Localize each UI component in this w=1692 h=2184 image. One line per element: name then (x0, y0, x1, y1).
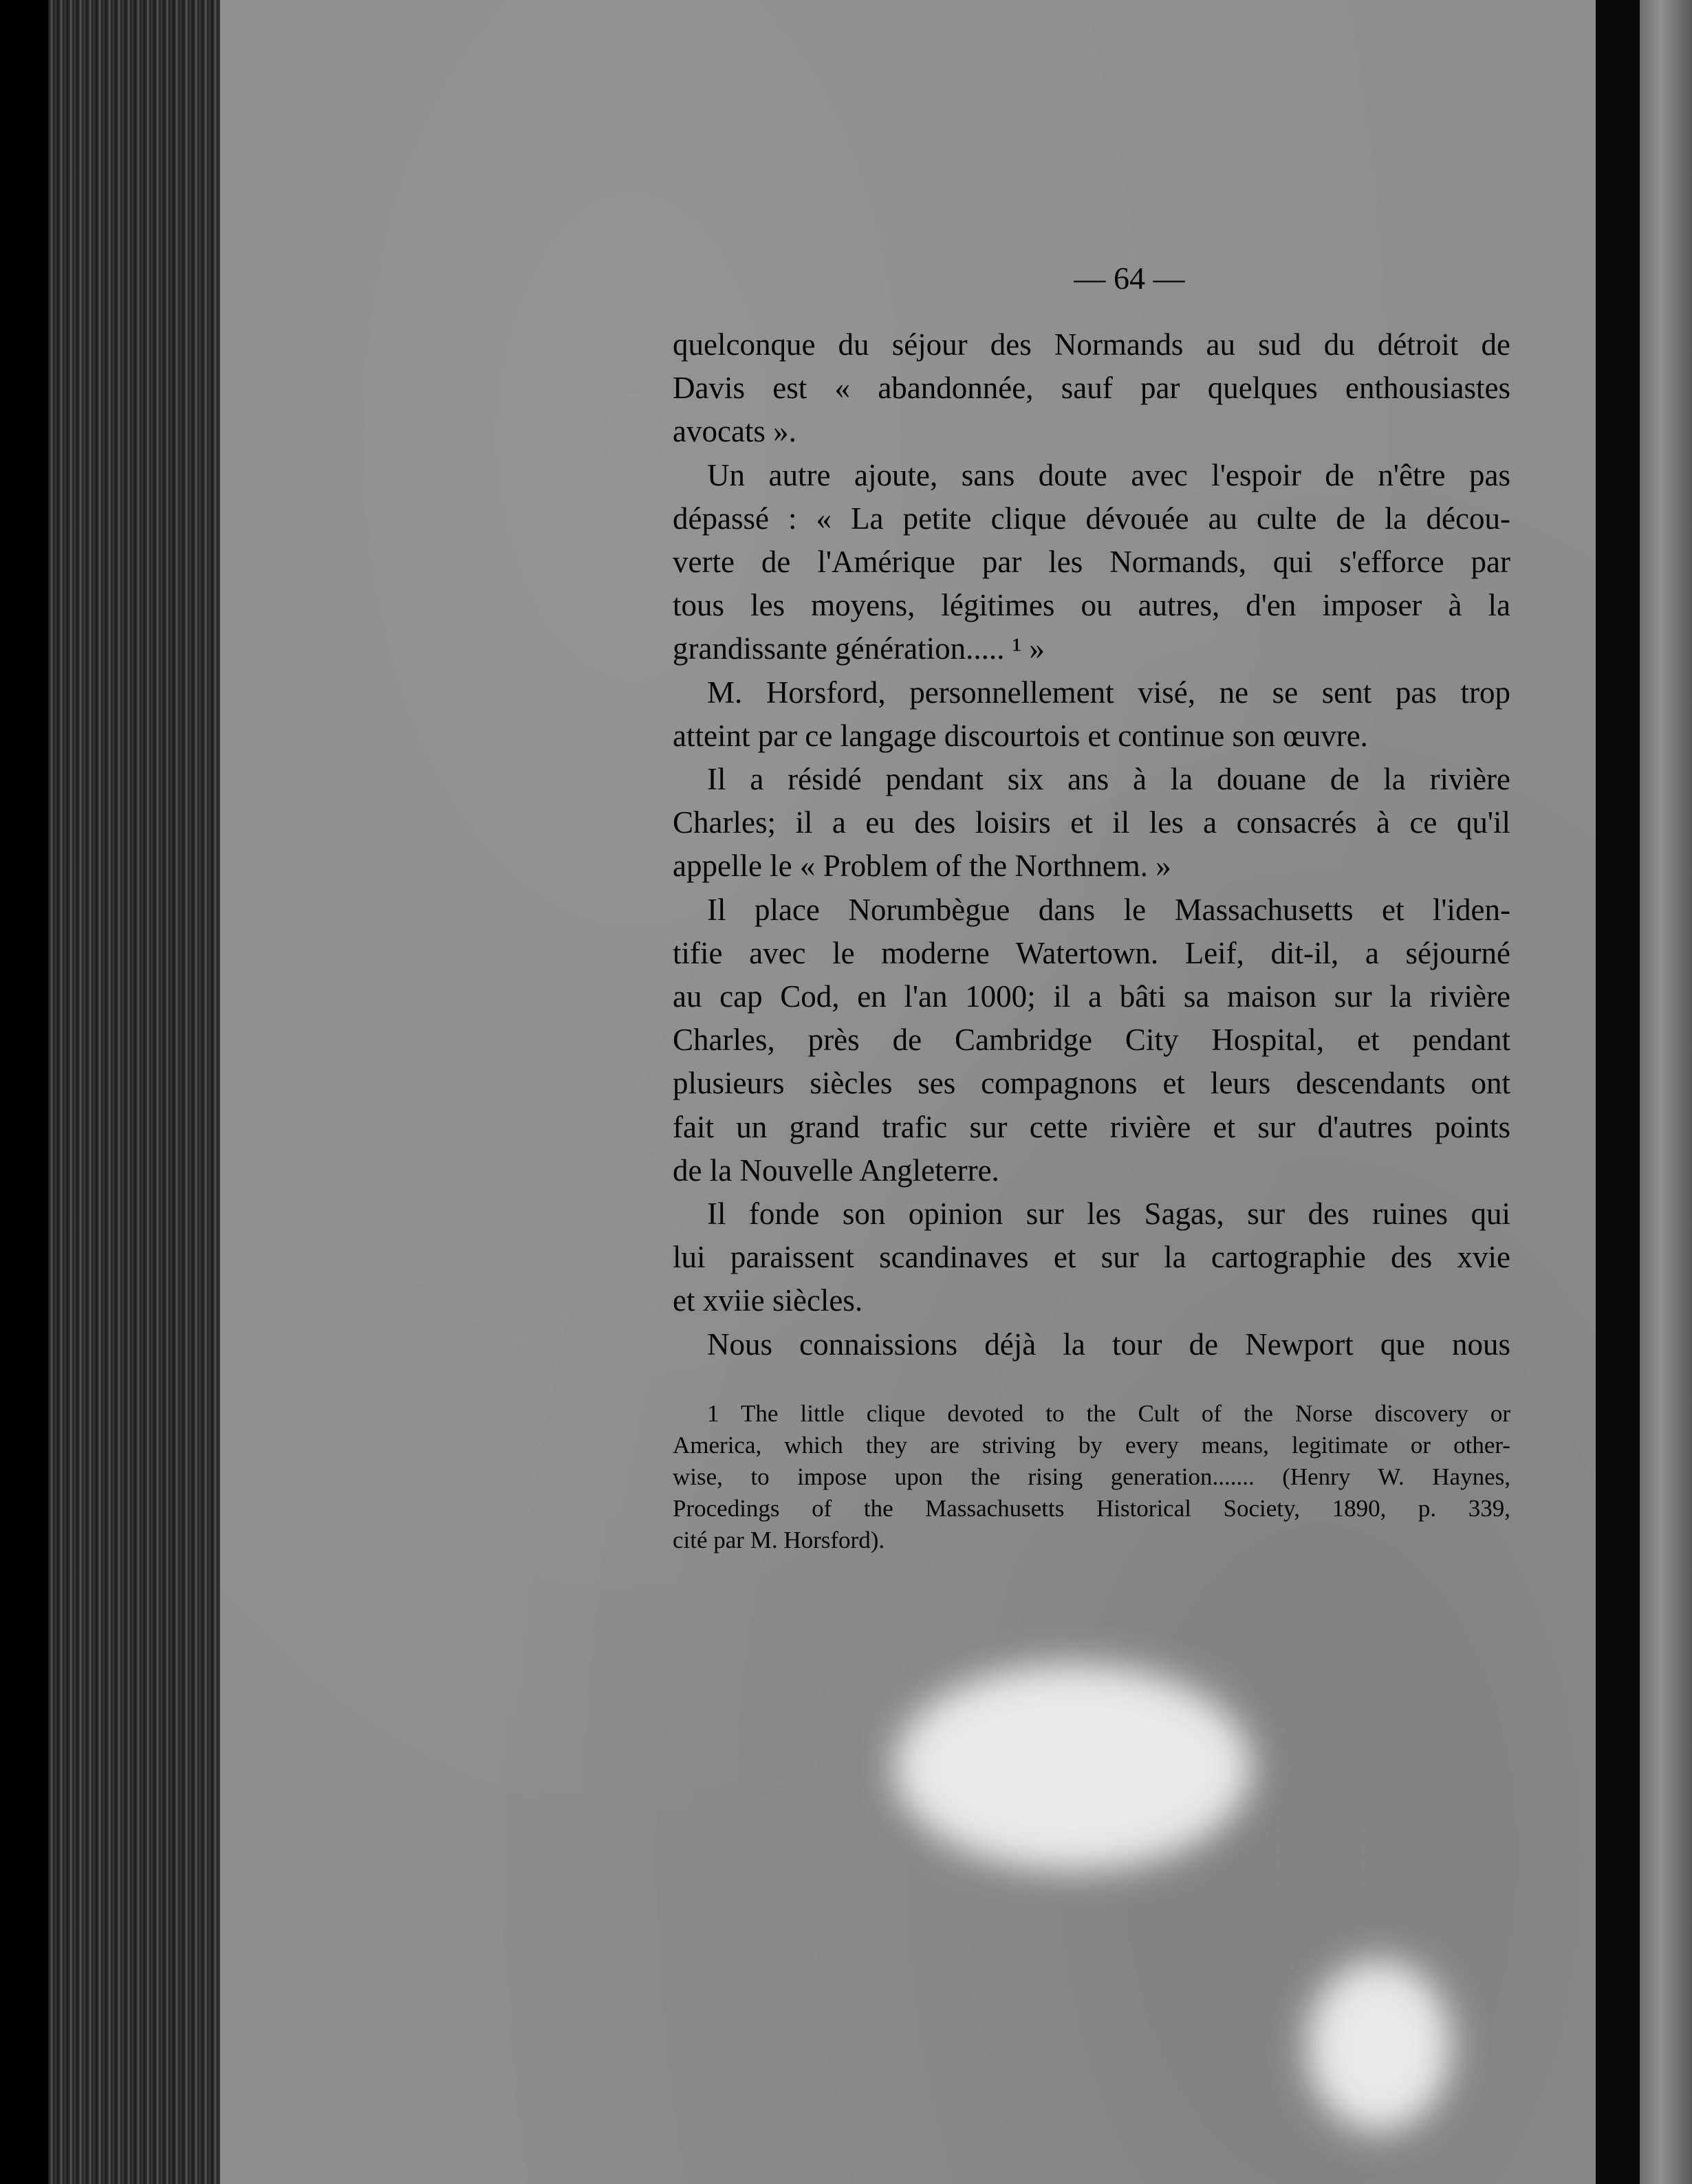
text-line: plusieurs siècles ses compagnons et leurs descendants ont (673, 1066, 1510, 1101)
paragraph (673, 1323, 1510, 1366)
footnote-line: 1 The little clique devoted to the Cult of the Norse discovery or (707, 1399, 1510, 1427)
footnote-line: wise, to impose upon the rising generation....... (Henry W. Haynes, (673, 1463, 1510, 1490)
text-line: et xviie siècles. (673, 1283, 863, 1318)
text-line: lui paraissent scandinaves et sur la cartographie des xvie (673, 1240, 1510, 1275)
text-line: au cap Cod, en l'an 1000; il a bâti sa maison sur la rivière (673, 979, 1510, 1014)
text-line: Charles; il a eu des loisirs et il les a consacrés à ce qu'il (673, 805, 1510, 840)
paragraph (673, 671, 1510, 758)
text-line: dépassé : « La petite clique dévouée au culte de la décou- (673, 501, 1510, 536)
stacked-page-edges (48, 0, 220, 2184)
footnote-line: cité par M. Horsford). (673, 1526, 885, 1553)
facing-page-strip (1640, 0, 1692, 2184)
text-line: grandissante génération..... ¹ » (673, 631, 1045, 666)
light-glare (894, 1664, 1252, 1870)
text-line: atteint par ce langage discourtois et continue son œuvre. (673, 718, 1368, 753)
footnote (673, 1398, 1510, 1556)
footnote-line: America, which they are striving by every means, legitimate or other- (673, 1431, 1510, 1459)
paragraph (673, 454, 1510, 671)
text-line: Davis est « abandonnée, sauf par quelques enthousiastes (673, 371, 1510, 406)
body-text (673, 323, 1510, 1366)
text-line: verte de l'Amérique par les Normands, qui s'efforce par (673, 545, 1510, 580)
text-line: Un autre ajoute, sans doute avec l'espoir de n'être pas (707, 457, 1510, 492)
text-line: M. Horsford, personnellement visé, ne se sent pas trop (707, 675, 1510, 710)
text-line: de la Nouvelle Angleterre. (673, 1153, 999, 1188)
text-block (673, 248, 1510, 1556)
right-binding-shadow (1596, 0, 1640, 2184)
text-line: Nous connaissions déjà la tour de Newport que nous (707, 1326, 1510, 1362)
text-line: quelconque du séjour des Normands au sud du détroit de (673, 327, 1510, 362)
text-line: Il a résidé pendant six ans à la douane de la rivière (707, 762, 1510, 797)
text-line: tous les moyens, légitimes ou autres, d'en imposer à la (673, 588, 1510, 623)
text-line: Il place Norumbègue dans le Massachusetts et l'iden- (707, 892, 1510, 927)
paragraph (673, 758, 1510, 888)
text-line: fait un grand trafic sur cette rivière et sur d'autres points (673, 1109, 1510, 1144)
text-line: Il fonde son opinion sur les Sagas, sur des ruines qui (707, 1197, 1510, 1232)
text-line: tifie avec le moderne Watertown. Leif, dit-il, a séjourné (673, 935, 1510, 970)
page-number: — 64 — (1074, 261, 1185, 296)
text-line: Charles, près de Cambridge City Hospital, et pendant (673, 1023, 1510, 1058)
paragraph (673, 323, 1510, 454)
footnote-line: Procedings of the Massachusetts Historical Society, 1890, p. 339, (673, 1494, 1510, 1522)
text-line: appelle le « Problem of the Northnem. » (673, 849, 1171, 884)
light-glare (1307, 1960, 1451, 2132)
paragraph (673, 1192, 1510, 1323)
text-line: avocats ». (673, 414, 796, 449)
paragraph (673, 888, 1510, 1192)
